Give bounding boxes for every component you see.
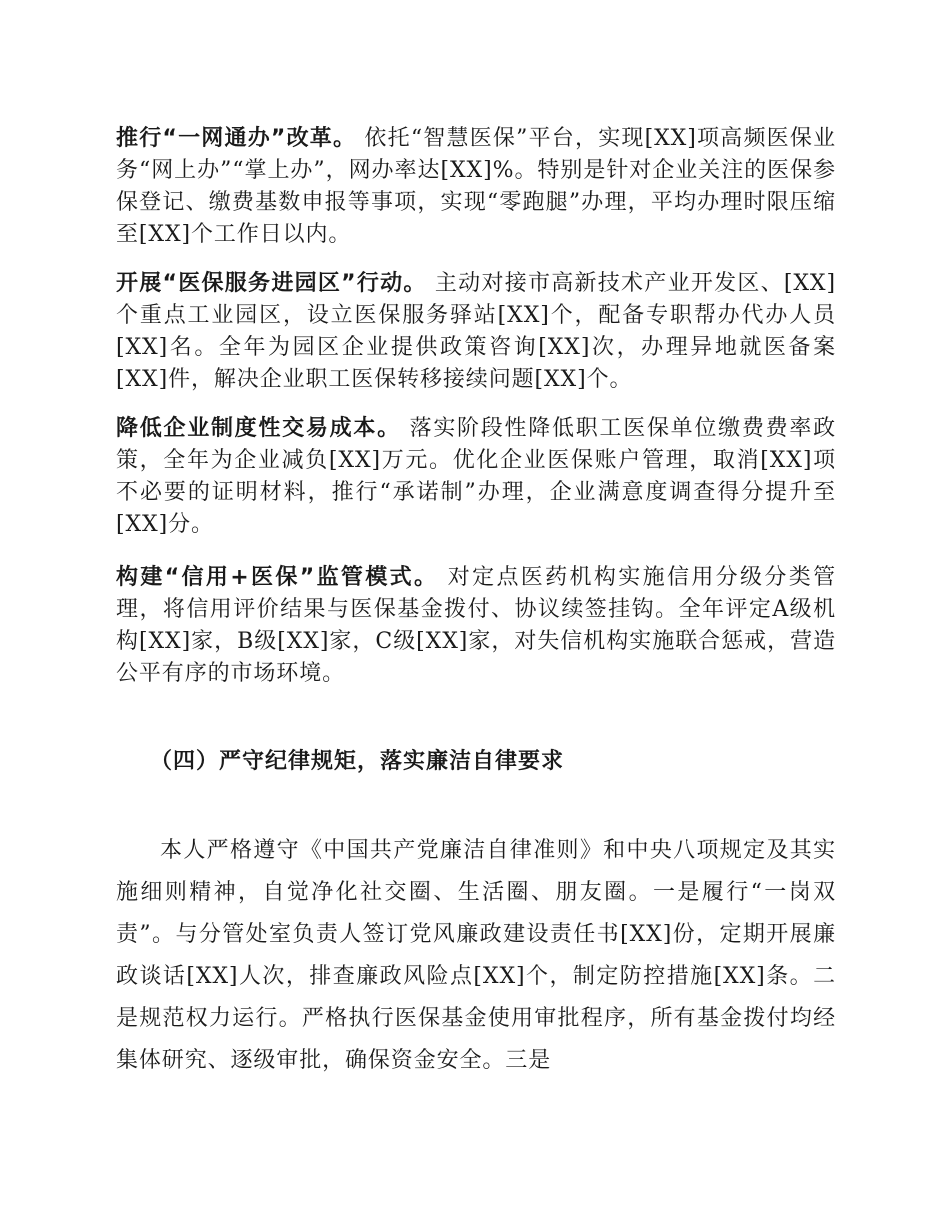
paragraph-text: 落实阶段性降低职工医保单位缴费费率政策，全年为企业减负[XX]万元。优化企业医保账户管理，取消[XX]项不必要的证明材料，推行“承诺制”办理，企业满意度调查得分提升至[XX]分。 bbox=[116, 416, 836, 537]
paragraph-lead: 降低企业制度性交易成本。 bbox=[116, 416, 401, 441]
paragraph-service-park bbox=[116, 268, 836, 396]
paragraph-lead: 推行“一网通办”改革。 bbox=[116, 126, 357, 151]
paragraph-lead: 开展“医保服务进园区”行动。 bbox=[116, 271, 427, 296]
paragraph-text: 对定点医药机构实施信用分级分类管理，将信用评价结果与医保基金拨付、协议续签挂钩。全年评定A级机构[XX]家，B级[XX]家，C级[XX]家，对失信机构实施联合惩戒，营造公平有序的市场环境。 bbox=[116, 565, 837, 686]
paragraph-text: 依托“智慧医保”平台，实现[XX]项高频医保业务“网上办”“掌上办”，网办率达[XX]%。特别是针对企业关注的医保参保登记、缴费基数申报等事项，实现“零跑腿”办理，平均办理时限压缩至[XX]个工作日以内。 bbox=[116, 126, 836, 247]
paragraph-text: 主动对接市高新技术产业开发区、[XX]个重点工业园区，设立医保服务驿站[XX]个，配备专职帮办代办人员[XX]名。全年为园区企业提供政策咨询[XX]次，办理异地就医备案[XX]件，解决企业职工医保转移接续问题[XX]个。 bbox=[116, 271, 836, 392]
closing-paragraph: 本人严格遵守《中国共产党廉洁自律准则》和中央八项规定及其实施细则精神，自觉净化社交圈、生活圈、朋友圈。一是履行“一岗双责”。与分管处室负责人签订党风廉政建设责任书[XX]份，定期开展廉政谈话[XX]人次，排查廉政风险点[XX]个，制定防控措施[XX]条。二是规范权力运行。严格执行医保基金使用审批程序，所有基金拨付均经集体研究、逐级审批，确保资金安全。三是 bbox=[116, 838, 836, 1073]
paragraph-lead: 构建“信用+医保”监管模式。 bbox=[116, 565, 439, 590]
paragraph-one-network bbox=[116, 123, 836, 251]
paragraph-reduce-cost bbox=[116, 413, 836, 541]
section-heading: （四）严守纪律规矩，落实廉洁自律要求 bbox=[150, 749, 565, 774]
paragraph-credit-supervision bbox=[116, 562, 836, 690]
